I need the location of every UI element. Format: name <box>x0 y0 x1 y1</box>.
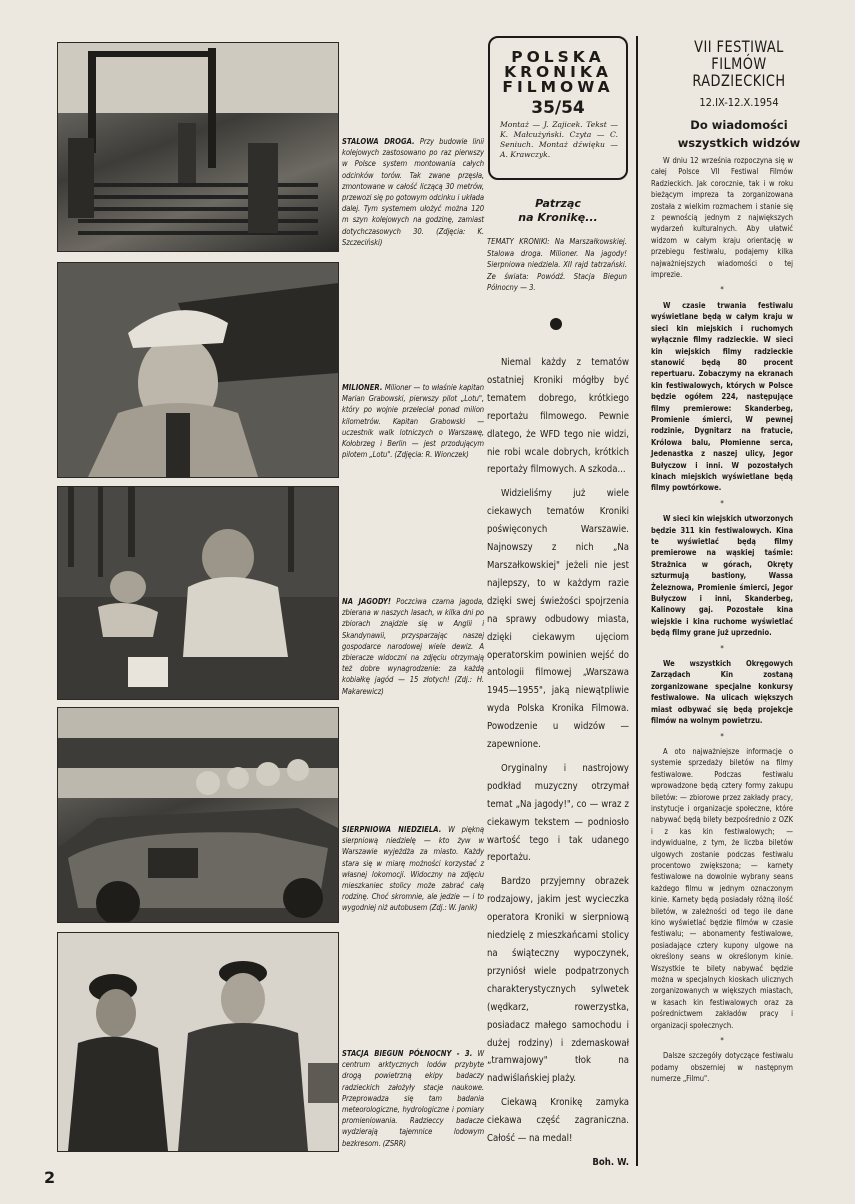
festival-paragraph: A oto najważniejsze informacje o systemie sprzedaży biletów na filmy festiwalowe. Podczas festiwalu wprowadzone będą cztery formy zakupu biletów: — zbiorowe przez zakłady pracy, instytucje i organizacje społeczne, które nabywać będą bilety bezpośrednio z OZK i z kas kin festiwalowych; — indywidualne, z tym, że liczba biletów ulgowych zostanie podczas festiwalu procentowo zwiększona; — karnety festiwalowe na dowolnie wybrany seans każdego filmu w jednym oznaczonym kinie. Karnety będą posiadały różną ilość biletów, w zależności od tego ile dane kino wyświetlać będzie filmów w czasie festiwalu; — abonamenty festiwalowe, posiadające cztery kupony ulgowe na określony seans w określonym kinie. Wszystkie te bilety nabywać będzie można w specjalnych kioskach ulicznych zorganizowanych w większych miastach, w kasach kin festiwalowych oraz za pośrednictwem zakładów pracy i organizacji społecznych. <box>651 746 793 1030</box>
photo-pilot <box>57 262 339 478</box>
separator-star: * <box>720 643 724 653</box>
caption-na-jagody <box>342 596 484 697</box>
festival-paragraph: W czasie trwania festiwalu wyświetlane będą w całym kraju w sieci kin miejskich i ruchomych wyłącznie filmy radzieckie. W sieci kin wiejskich filmy radzieckie stanowić będą 80 procent repertuaru. Zobaczymy na ekranach kin festiwalowych, których w Polsce będzie ogółem 224, następujące filmy premierowe: Skanderbeg, Promienie śmierci, W pewnej rodzinie, Dygnitarz na fratucie, Królowa balu, Płomienne serca, Jedenastka z naszej ulicy, Jegor Bułyczow i inni. W pozostałych kinach miejskich wyświetlane będą filmy powtórkowe. <box>651 300 793 493</box>
festival-subheading-line: wszystkich widzów <box>677 136 801 150</box>
arctic-photo-illustration <box>58 933 338 1151</box>
kronika-title-line: POLSKA <box>511 48 605 66</box>
kronika-title <box>490 50 626 95</box>
caption-stalowa-droga <box>342 136 484 248</box>
kronika-title-line: KRONIKA <box>504 63 612 81</box>
caption-milioner <box>342 382 484 460</box>
caption-text: W piękną sierpniową niedzielę — kto żyw w Warszawie wyjeżdża za miasto. Każdy stara się w miarę możności korzystać z własnej lokomocji. Widoczny na zdjęciu mieszkaniec stolicy może zabrać całą rodzinę. Choć skromnie, ale jedzie — i to wygodniej niż autobusem (Zdj.: W. Janik) <box>342 825 484 913</box>
separator-star: * <box>720 731 724 741</box>
caption-sierpniowa-niedziela <box>342 824 484 914</box>
separator-star: * <box>720 498 724 508</box>
festival-dates: 12.IX-12.X.1954 <box>699 96 779 109</box>
festival-title-line: VII FESTIWAL <box>694 37 784 56</box>
railway-photo-illustration <box>58 43 338 251</box>
caption-lead: STACJA BIEGUN PÓŁNOCNY - 3. <box>342 1049 473 1058</box>
car-photo-illustration <box>58 708 338 922</box>
photo-berry-pickers <box>57 486 339 700</box>
review-article <box>487 354 629 1178</box>
festival-title <box>654 38 825 89</box>
caption-text: Przy budowie linii kolejowych zastosowano po raz pierwszy w Polsce system montowania całych odcinków torów. Tak zwane przęsła, zmontowane w całość liczącą 30 metrów, przewozi się po gotowym odcinku i układa dalej. Tym systemem ułożyć można 120 m szyn kolejowych na godzinę, zamiast dotychczasowych 30. (Zdjęcia: K. Szczeciński) <box>342 137 484 247</box>
festival-title-line: FILMÓW <box>711 54 767 73</box>
caption-lead: STALOWA DROGA. <box>342 137 415 146</box>
caption-text: Milioner — to właśnie kapitan Marian Grabowski, pierwszy pilot „Lotu", który po wojnie przeleciał ponad milion kilometrów. Kapitan Grabowski — uczestnik walk lotniczych o Warszawę, Kołobrzeg i Berlin — jest przodującym pilotem „Lotu". (Zdjęcia: R. Wionczek) <box>342 383 484 460</box>
bullet-dot-icon <box>550 318 562 330</box>
photo-family-car <box>57 707 339 923</box>
festival-paragraph: W sieci kin wiejskich utworzonych będzie 311 kin festiwalowych. Kina te wyświetlać będą filmy premierowe na wąskiej taśmie: Strażnica w górach, Okręty szturmują bastiony, Wassa Żeleznowa, Promienie śmierci, Jegor Bułyczow i inni, Skanderbeg, Kalinowy gaj. Pozostałe kina wiejskie i kina ruchome wyświetlać będą filmy grane już uprzednio. <box>651 514 793 638</box>
caption-text: W centrum arktycznych lodów przybyte drogą powietrzną ekipy badaczy radzieckich założyły stacje naukowe. Przeprowadza się tam badania meteorologiczne, hydrologiczne i pomiary promieniowania. Radzieccy badacze wydzierają tajemnice lodowym bezkresom. (ZSRR) <box>342 1049 484 1148</box>
festival-paragraph: We wszystkich Okręgowych Zarządach Kin zostaną zorganizowane specjalne konkursy festiwalowe. Na ulicach większych miast odbywać się będą projekcje filmów na wolnym powietrzu. <box>651 659 793 726</box>
article-paragraph: Widzieliśmy już wiele ciekawych tematów Kroniki poświęconych Warszawie. Najnowszy z nich „Na Marszałkowskiej" jeżeli nie jest najlepszy, to w każdym razie dzięki swej świeżości spojrzenia na sprawy odbudowy miasta, dzięki ciekawym ujęciom operatorskim powinien wejść do antologii filmowej „Warszawa 1945—1955", jaką niewątpliwie wyda Polska Kronika Filmowa. Powodzenie u widzów — zapewnione. <box>487 488 629 751</box>
festival-paragraph: W dniu 12 września rozpoczyna się w całej Polsce VII Festiwal Filmów Radzieckich. Jak corocznie, tak i w roku bieżącym impreza ta zorganizowana została z wielkim rozmachem i stanie się z pewnością jednym z największych wydarzeń kulturalnych. Aby ułatwić widzom w całym kraju orientację w przebiegu festiwalu, podajemy kilka najważniejszych wiadomości o tej imprezie. <box>651 156 793 280</box>
separator-star: * <box>720 285 724 295</box>
article-paragraph: Ciekawą Kronikę zamyka ciekawa część zagraniczna. Całość — na medal! <box>487 1097 629 1145</box>
review-topics: TEMATY KRONIKI: Na Marszałkowskiej. Stalowa droga. Milioner. Na jagody! Sierpniowa niedziela. XII rajd tatrzański. Ze świata: Powódź. Stacja Biegun Północny — 3. <box>487 237 627 292</box>
article-paragraph: Niemal każdy z tematów ostatniej Kroniki mógłby być tematem dobrego, krótkiego reportażu filmowego. Pewnie dlatego, że WFD tego nie widzi, nie robi wcale dobrych, krótkich reportaży filmowych. A szkoda... <box>487 357 629 476</box>
review-heading <box>488 197 628 225</box>
festival-subheading-line: Do wiadomości <box>690 118 788 132</box>
column-divider <box>636 36 638 1166</box>
berries-photo-illustration <box>58 487 338 699</box>
article-signature: Boh. W. <box>592 1156 629 1168</box>
review-heading-line: na Kronikę... <box>518 211 598 224</box>
page-number: 2 <box>44 1168 56 1187</box>
caption-lead: SIERPNIOWA NIEDZIELA. <box>342 825 442 834</box>
separator-star: * <box>720 1036 724 1046</box>
kronika-number: 35/54 <box>531 98 585 118</box>
kronika-title-line: FILMOWA <box>502 78 614 96</box>
article-paragraph: Oryginalny i nastrojowy podkład muzyczny otrzymał temat „Na jagody!", co — wraz z ciekawym tekstem — podniosło wartość tego i tak udanego reportażu. <box>487 762 629 864</box>
photo-railway-construction <box>57 42 339 252</box>
caption-stacja-biegun <box>342 1048 484 1149</box>
kronika-box <box>488 36 628 180</box>
festival-body <box>651 155 793 1085</box>
festival-paragraph: Dalsze szczegóły dotyczące festiwalu podamy obszerniej w następnym numerze „Filmu". <box>651 1051 793 1084</box>
review-heading-line: Patrząc <box>535 197 581 210</box>
kronika-credits: Montaż — J. Zajicek. Tekst — K. Małcużyński. Czyta — C. Seniuch. Montaż dźwięku — A. Krawczyk. <box>500 120 618 159</box>
festival-subheading <box>644 116 834 152</box>
caption-lead: MILIONER. <box>342 383 383 392</box>
caption-lead: NA JAGODY! <box>342 597 391 606</box>
caption-text: Poczciwa czarna jagoda, zbierana w naszych lasach, w kilka dni po zbiorach znajdzie się w Anglii i Skandynawii, przysparzając naszej gospodarce narodowej wiele dewiz. A zbieracze widoczni na zdjęciu otrzymają też dobre wynagrodzenie: za każdą kobiałkę jagód — 15 złotych! (Zdj.: H. Makarewicz) <box>342 597 484 696</box>
pilot-photo-illustration <box>58 263 338 477</box>
article-paragraph: Bardzo przyjemny obrazek rodzajowy, jakim jest wycieczka operatora Kroniki w sierpniową niedzielę z mieszkańcami stolicy na świąteczny wypoczynek, przyniósł wiele podpatrzonych charakterystycznych sylwetek (wędkarz, rowerzystka, posiadacz małego samochodu i dużej rodziny) i zdemaskował „tramwajowy" tłok na nadwiślańskiej plaży. <box>487 876 629 1085</box>
festival-title-line: RADZIECKICH <box>692 71 786 90</box>
photo-arctic-researchers <box>57 932 339 1152</box>
